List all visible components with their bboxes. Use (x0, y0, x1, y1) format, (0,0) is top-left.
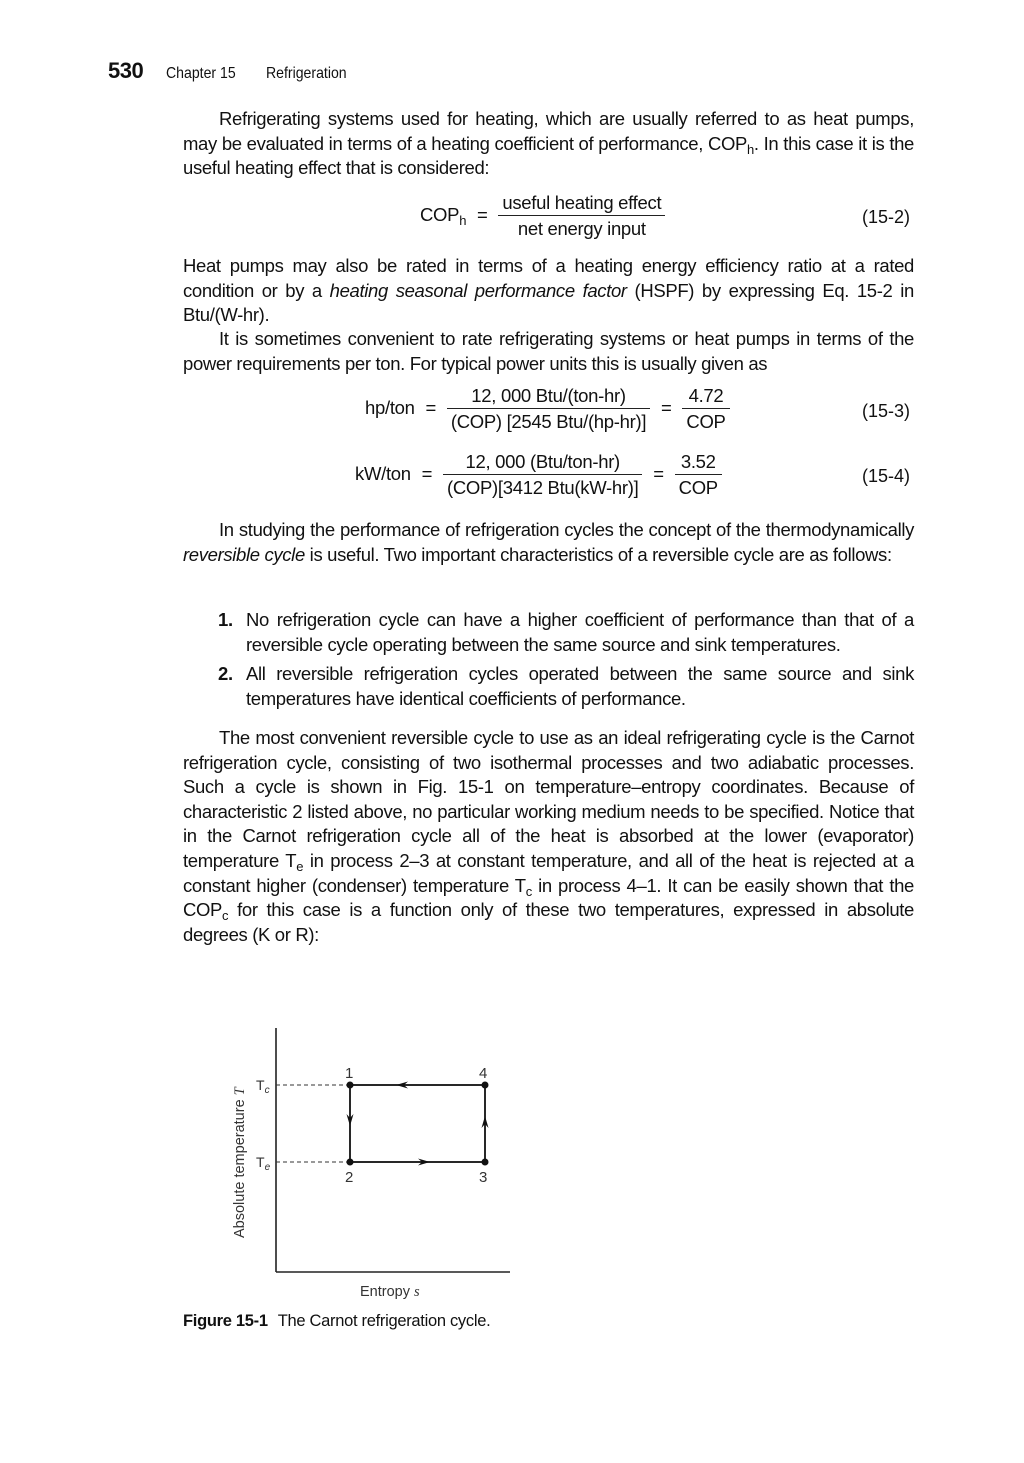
eq3-denominator-1: (COP) [2545 Btu/(hp-hr)] (450, 411, 647, 432)
eq2-lhs: COP (420, 203, 460, 225)
state-point-1 (347, 1082, 354, 1089)
carnot-cycle-diagram (220, 1020, 520, 1310)
eq3-numerator-1: 12, 000 Btu/(ton-hr) (447, 385, 650, 409)
eq4-lhs: kW/ton (355, 462, 411, 484)
tc-label: $T_c$ (256, 1077, 270, 1096)
para4-text-end: is useful. Two important characteristics of a reversible cycle are as follows: (304, 543, 892, 565)
eq3-fraction-2 (682, 385, 729, 433)
equation-15-2 (420, 192, 665, 240)
eq2-equals: = (476, 203, 488, 225)
eq4-fraction-2 (675, 451, 722, 499)
eq4-equals-2: = (653, 462, 664, 484)
x-axis-label: Entropy s (360, 1284, 420, 1300)
eq4-numerator-2: 3.52 (675, 451, 722, 475)
para5-text: The most convenient reversible cycle to use as an ideal refrigerating cycle is the Carnot refrigeration cycle, consisting of two isothermal processes and two adiabatic processes. Such a cycle is shown in Fig. 15-1 on temperature–entropy coordinates. Because of characteristic 2 listed above, no particular working medium needs to be specified. Notice that in the Carnot refrigeration cycle all of the heat is absorbed at the lower (evaporator) temperature T (183, 727, 914, 871)
running-header (108, 58, 373, 84)
para5-sub-e: e (296, 858, 304, 874)
para5-sub-c2: c (222, 908, 229, 924)
equation-15-4 (355, 451, 722, 499)
para3-text: It is sometimes convenient to rate refrigerating systems or heat pumps in terms of the power requirements per ton. For typical power units this is usually given as (183, 328, 914, 374)
eq2-fraction (498, 192, 665, 240)
eq2-denominator: net energy input (517, 218, 646, 239)
eq4-number: (15-4) (862, 466, 911, 486)
point-label-2: 2 (345, 1169, 354, 1186)
page-number: 530 (108, 58, 144, 83)
paragraph-heat-pumps (183, 107, 914, 181)
paragraph-hspf (183, 254, 914, 328)
list-item-text: No refrigeration cycle can have a higher coefficient of performance than that of a reversible cycle operating between the same source and sink temperatures. (246, 609, 914, 655)
cycle-path (350, 1085, 485, 1162)
eq2-number: (15-2) (862, 207, 911, 227)
section-label: Refrigeration (265, 65, 347, 82)
eq4-numerator-1: 12, 000 (Btu/ton-hr) (443, 451, 642, 475)
para5-text-4: for this case is a function only of these two temperatures, expressed in absolute degrees (K or R): (183, 899, 914, 945)
eq4-denominator-1: (COP)[3412 Btu(kW-hr)] (446, 477, 639, 498)
list-item-text: All reversible refrigeration cycles operated between the same source and sink temperatures have identical coefficients of performance. (246, 663, 914, 709)
eq3-lhs: hp/ton (365, 396, 415, 418)
list-item (218, 662, 914, 711)
point-label-1: 1 (345, 1065, 354, 1082)
para1-text: Refrigerating systems used for heating, which are usually referred to as heat pumps, may be evaluated in terms of a heating coefficient of performance, COP (183, 108, 914, 154)
paragraph-power-per-ton (183, 327, 914, 376)
figure-caption (183, 1312, 490, 1331)
eq3-denominator-2: COP (686, 411, 726, 432)
para1-subscript: h (747, 141, 754, 157)
para1-text-end: . In this case it is the useful heating effect that is considered: (183, 132, 914, 179)
caption-text: The Carnot refrigeration cycle. (277, 1312, 491, 1330)
chapter-label: Chapter 15 (165, 65, 236, 82)
eq4-equals: = (421, 462, 433, 484)
eq3-fraction-1 (447, 385, 650, 433)
eq3-numerator-2: 4.72 (682, 385, 729, 409)
state-point-3 (482, 1159, 489, 1166)
state-point-2 (347, 1159, 354, 1166)
eq2-lhs-sub: h (459, 212, 467, 228)
eq3-equals: = (425, 396, 436, 418)
list-item-number: 1. (218, 609, 233, 630)
point-label-3: 3 (479, 1169, 488, 1186)
te-label: $T_e$ (256, 1154, 271, 1173)
eq4-denominator-2: COP (678, 477, 718, 498)
para4-italic: reversible cycle (183, 543, 305, 565)
para4-text: In studying the performance of refrigeration cycles the concept of the thermodynamically (219, 519, 914, 540)
equation-15-3 (365, 385, 730, 433)
para2-text: Heat pumps may also be rated in terms of a heating energy efficiency ratio at a rated condition or by a (183, 255, 914, 301)
eq3-number: (15-3) (862, 401, 911, 421)
para2-italic: heating seasonal performance factor (329, 279, 627, 301)
list-item-number: 2. (218, 663, 233, 685)
para5-sub-c: c (525, 883, 532, 899)
eq3-equals-2: = (661, 396, 672, 418)
point-label-4: 4 (479, 1065, 488, 1082)
paragraph-reversible-cycle (183, 518, 914, 567)
para5-text-3: in process 4–1. It can be easily shown that the COP (183, 874, 914, 921)
list-item (218, 608, 914, 657)
para5-text-2: in process 2–3 at constant temperature, and all of the heat is rejected at a constant higher (condenser) temperature T (183, 849, 914, 896)
eq2-numerator: useful heating effect (498, 192, 665, 216)
characteristics-list (218, 608, 914, 716)
y-axis-label: Absolute temperature T (232, 1087, 248, 1238)
caption-number: Figure 15-1 (183, 1312, 268, 1330)
state-point-4 (482, 1082, 489, 1089)
paragraph-carnot-cycle (183, 726, 914, 947)
eq4-fraction-1 (443, 451, 642, 499)
para2-text-end: (HSPF) by expressing Eq. 15-2 in Btu/(W-hr). (183, 279, 914, 326)
